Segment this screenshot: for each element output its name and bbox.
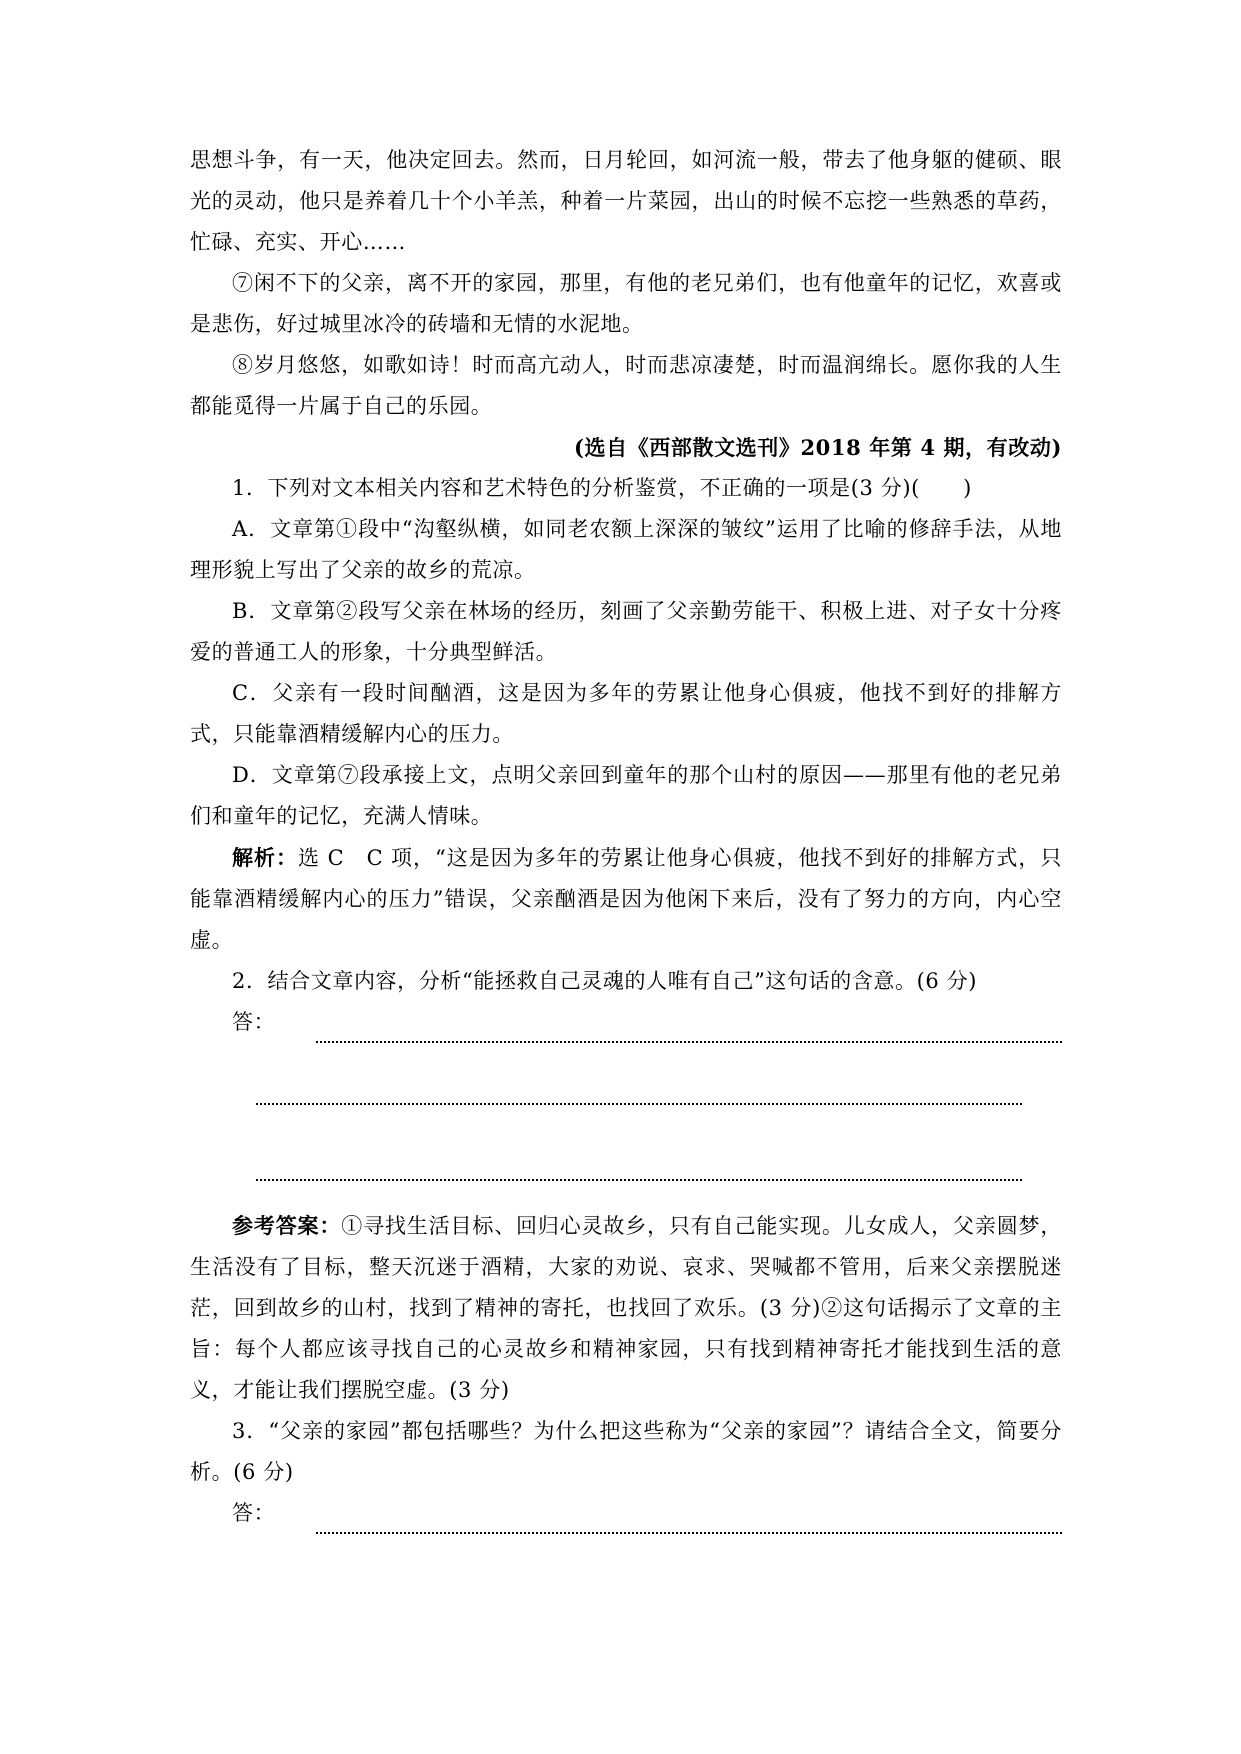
answer-dotted-line[interactable] — [316, 1504, 1062, 1534]
analysis-label: 解析： — [232, 845, 298, 870]
question-1-option-c: C．父亲有一段时间酗酒，这是因为多年的劳累让他身心俱疲，他找不到好的排解方式，只能靠酒精缓解内心的压力。 — [190, 681, 1062, 746]
passage-paragraph-7: ⑦闲不下的父亲，离不开的家园，那里，有他的老兄弟们，也有他童年的记忆，欢喜或是悲伤，好过城里冰冷的砖墙和无情的水泥地。 — [190, 271, 1062, 336]
answer-label: 答： — [232, 1501, 276, 1525]
question-1-stem: 1．下列对文本相关内容和艺术特色的分析鉴赏，不正确的一项是(3 分)( ) — [232, 476, 972, 500]
passage-paragraph-continued: 思想斗争，有一天，他决定回去。然而，日月轮回，如河流一般，带去了他身躯的健硕、眼光的灵动，他只是养着几十个小羊羔，种着一片菜园，出山的时候不忘挖一些熟悉的草药，忙碌、充实、开心…… — [190, 148, 1062, 254]
question-3-stem: 3．“父亲的家园”都包括哪些？为什么把这些称为“父亲的家园”？请结合全文，简要分析。(6 分) — [190, 1419, 1062, 1484]
answer-dotted-line[interactable] — [256, 1103, 1022, 1105]
question-2-answer-line-2[interactable] — [190, 1043, 1062, 1119]
question-3-answer-line[interactable] — [190, 1493, 1062, 1534]
question-1-option-d: D．文章第⑦段承接上文，点明父亲回到童年的那个山村的原因——那里有他的老兄弟们和童年的记忆，充满人情味。 — [190, 763, 1062, 828]
question-1-analysis — [190, 837, 1062, 961]
question-2-answer-line-3[interactable] — [190, 1119, 1062, 1195]
reference-answer-text: ①寻找生活目标、回归心灵故乡，只有自己能实现。儿女成人，父亲圆梦，生活没有了目标，整天沉迷于酒精，大家的劝说、哀求、哭喊都不管用，后来父亲摆脱迷茫，回到故乡的山村，找到了精神的寄托，也找回了欢乐。(3 分)②这句话揭示了文章的主旨：每个人都应该寻找自己的心灵故乡和精神家园，只有找到精神寄托才能找到生活的意义，才能让我们摆脱空虚。(3 分) — [190, 1214, 1063, 1402]
answer-dotted-line[interactable] — [316, 1013, 1062, 1043]
question-1-option-b: B．文章第②段写父亲在林场的经历，刻画了父亲勤劳能干、积极上进、对子女十分疼爱的普通工人的形象，十分典型鲜活。 — [190, 599, 1062, 664]
question-2-reference-answer — [190, 1205, 1062, 1411]
analysis-text: 选 C C 项，“这是因为多年的劳累让他身心俱疲，他找不到好的排解方式，只能靠酒精缓解内心的压力”错误，父亲酗酒是因为他闲下来后，没有了努力的方向，内心空虚。 — [190, 846, 1062, 952]
answer-label: 答： — [232, 1010, 276, 1034]
question-1-option-a: A．文章第①段中“沟壑纵横，如同老农额上深深的皱纹”运用了比喻的修辞手法，从地理形貌上写出了父亲的故乡的荒凉。 — [190, 517, 1062, 582]
question-2-stem: 2．结合文章内容，分析“能拯救自己灵魂的人唯有自己”这句话的含意。(6 分) — [232, 969, 978, 993]
document-body — [190, 140, 1062, 1534]
reference-answer-label: 参考答案： — [232, 1213, 342, 1238]
question-2-answer-line[interactable] — [190, 1002, 1062, 1043]
passage-source: (选自《西部散文选刊》2018 年第 4 期，有改动) — [573, 435, 1062, 460]
answer-dotted-line[interactable] — [256, 1179, 1022, 1181]
passage-paragraph-8: ⑧岁月悠悠，如歌如诗！时而高亢动人，时而悲凉凄楚，时而温润绵长。愿你我的人生都能觅得一片属于自己的乐园。 — [190, 353, 1062, 418]
